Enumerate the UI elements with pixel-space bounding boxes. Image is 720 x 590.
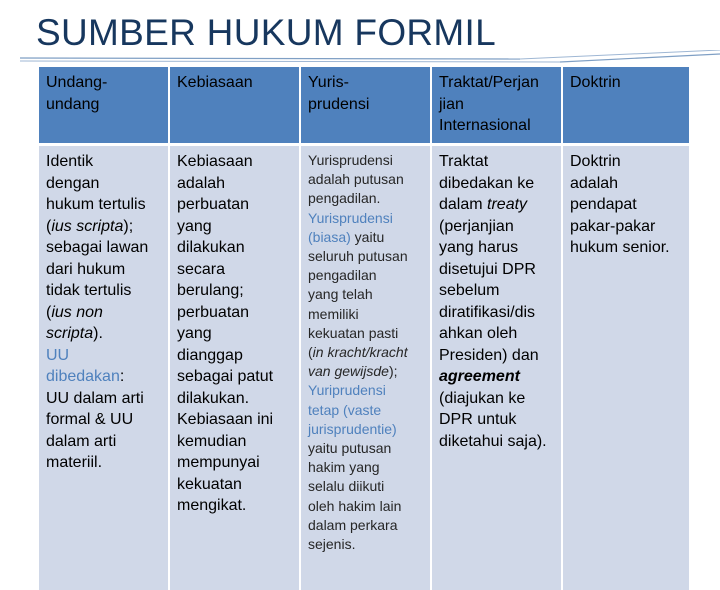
- header-doktrin: Doktrin: [563, 67, 689, 143]
- header-kebiasaan: Kebiasaan: [170, 67, 299, 143]
- yurisprudensi-biasa-highlight: Yurisprudensi (biasa): [308, 209, 393, 245]
- header-undang-undang: Undang- undang: [39, 67, 168, 143]
- slide-title: SUMBER HUKUM FORMIL: [36, 12, 496, 53]
- sources-table: [39, 67, 689, 553]
- header-yurisprudensi: Yuris- prudensi: [301, 67, 430, 143]
- header-traktat: Traktat/Perjan jian Internasional: [432, 67, 561, 143]
- cell-yurisprudensi: Yurisprudensi adalah putusan pengadilan. Yurisprudensi (biasa) yaitu seluruh putusan pengadilan yang telah memiliki kekuatan pasti (in kracht/kracht van gewijsde); Yuriprudensi tetap (vaste jurisprudentie) yaitu putusan hakim yang selalu diikuti oleh hakim lain dalam perkara sejenis.: [301, 146, 430, 590]
- uu-dibedakan-highlight: UU dibedakan: [46, 346, 120, 385]
- cell-traktat: Traktat dibedakan ke dalam treaty (perjanjian yang harus disetujui DPR sebelum diratifikasi/dis ahkan oleh Presiden) dan agreement (diajukan ke DPR untuk diketahui saja).: [432, 146, 561, 590]
- cell-undang-undang: Identik dengan hukum tertulis (ius scripta); sebagai lawan dari hukum tidak tertulis (ius non scripta). UU dibedakan: UU dalam arti formal & UU dalam arti materiil.: [39, 146, 168, 590]
- yurisprudensi-tetap-highlight: Yuriprudensi tetap (vaste jurisprudentie): [308, 382, 397, 437]
- cell-kebiasaan: Kebiasaan adalah perbuatan yang dilakukan secara berulang; perbuatan yang dianggap sebagai patut dilakukan. Kebiasaan ini kemudian mempunyai kekuatan mengikat.: [170, 146, 299, 590]
- cell-doktrin: Doktrin adalah pendapat pakar-pakar hukum senior.: [563, 146, 689, 590]
